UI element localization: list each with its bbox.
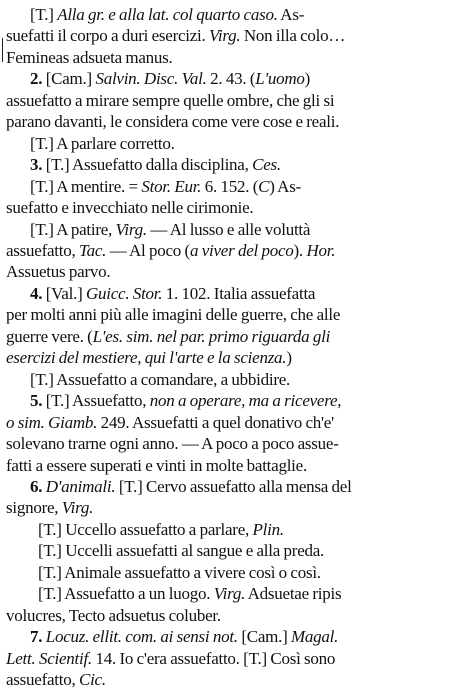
text-line [6, 68, 463, 89]
text-run: ) [286, 348, 292, 368]
text-run: assuefatto a mirare sempre quelle ombre, che gli si [6, 90, 335, 110]
text-line [6, 369, 463, 390]
text-line [6, 25, 463, 46]
italic-run: non a operare, ma a ricevere, [149, 391, 342, 411]
italic-run: Lett. Scientif. [6, 648, 92, 668]
text-run: ) [304, 69, 311, 89]
text-line [6, 90, 463, 111]
italic-run: Ces. [252, 155, 281, 175]
text-line [6, 669, 463, 690]
text-run: [Val.] [42, 283, 86, 303]
text-line [6, 219, 463, 240]
italic-run: C [258, 176, 270, 196]
text-run: volucres, Tecto adsuetus coluber. [6, 605, 221, 625]
text-run: [T.] Assuefatto a un luogo. [38, 584, 214, 604]
text-run: guerre vere. ( [6, 326, 93, 346]
text-run: 1. 102. Italia assuefatta [162, 283, 316, 303]
text-run: parano davanti, le considera come vere cose e reali. [6, 112, 340, 132]
section-number: 4. [30, 283, 43, 303]
text-run: [T.] Assuefatto, [42, 391, 150, 411]
italic-run: Virg. [61, 498, 94, 518]
text-line [6, 304, 463, 325]
text-line [6, 605, 463, 626]
section-number: 2. [30, 69, 43, 89]
text-line [6, 4, 463, 25]
italic-run: D'animali. [45, 476, 116, 496]
text-line [6, 562, 463, 583]
italic-run: Magal. [291, 627, 339, 647]
text-run: Femineas adsueta manus. [6, 47, 173, 67]
italic-run: Guicc. Stor. [85, 283, 163, 303]
italic-run: Alla gr. e alla lat. col quarto caso. [57, 5, 278, 24]
italic-run: Cic. [78, 670, 106, 690]
text-line [6, 497, 463, 518]
text-run: [T.] Animale assuefatto a vivere così o così. [38, 562, 321, 582]
text-run: Non illa colo… [240, 26, 346, 46]
section-number: 6. [30, 476, 43, 496]
text-run: 14. Io c'era assuefatto. [T.] Così sono [91, 648, 336, 668]
text-run: As- [277, 5, 305, 24]
text-line [6, 648, 463, 669]
text-line [6, 412, 463, 433]
text-run: [T.] Uccelli assuefatti al sangue e alla preda. [38, 541, 325, 561]
text-line [6, 519, 463, 540]
text-run: [T.] Cervo assuefatto alla mensa del [115, 476, 352, 496]
text-run: 2. 43. ( [206, 69, 256, 89]
italic-run: Plin. [252, 519, 284, 539]
text-line [6, 197, 463, 218]
text-line [6, 261, 463, 282]
italic-run: o sim. Giamb. [6, 412, 98, 432]
text-run: Assuetus parvo. [6, 262, 111, 282]
section-number: 3. [30, 155, 43, 175]
text-line [6, 326, 463, 347]
section-number: 7. [30, 627, 43, 647]
text-run: Adsuetae ripis [245, 584, 342, 604]
text-run: solevano trarne ogni anno. — A poco a poco assue- [6, 434, 339, 454]
text-run: per molti anni più alle imagini delle guerre, che alle [6, 305, 341, 325]
text-run: [T.] Assuefatto dalla disciplina, [42, 155, 253, 175]
section-number: 5. [30, 391, 43, 411]
text-line [6, 47, 463, 68]
text-run: suefatto e invecchiato nelle cirimonie. [6, 198, 254, 218]
text-run: [T.] [30, 5, 58, 24]
margin-rule [2, 38, 3, 62]
text-line [6, 176, 463, 197]
text-line [6, 111, 463, 132]
text-run: assuefatto, [6, 240, 79, 260]
italic-run: L'uomo [255, 69, 305, 89]
text-run: fatti a essere superati e vinti in molte battaglie. [6, 455, 307, 475]
text-line [6, 455, 463, 476]
text-line [6, 583, 463, 604]
text-run: [T.] A parlare corretto. [30, 133, 175, 153]
text-line [6, 240, 463, 261]
italic-run: esercizi del mestiere, qui l'arte e la scienza. [6, 348, 287, 368]
text-line [6, 390, 463, 411]
italic-run: L'es. sim. nel par. primo riguarda gli [92, 326, 331, 346]
italic-run: Hor. [306, 240, 336, 260]
text-line [6, 133, 463, 154]
text-run: assuefatto, [6, 670, 79, 690]
italic-run: Virg. [115, 219, 147, 239]
text-line [6, 626, 463, 647]
text-run: [Cam.] [237, 627, 292, 647]
italic-run: Salvin. Disc. Val. [95, 69, 207, 89]
italic-run: Virg. [213, 584, 246, 604]
text-run: — Al poco ( [106, 240, 190, 260]
italic-run: a viver del poco [189, 240, 294, 260]
text-run: — Al lusso e alle voluttà [146, 219, 311, 239]
text-run: signore, [6, 498, 62, 518]
text-line [6, 540, 463, 561]
text-run: ) As- [269, 176, 301, 196]
text-run: [T.] A mentire. = [30, 176, 142, 196]
text-line [6, 283, 463, 304]
text-run: 249. Assuefatti a quel donativo ch'e' [97, 412, 334, 432]
text-run: 6. 152. ( [201, 176, 259, 196]
text-line [6, 154, 463, 175]
text-run: [T.] Uccello assuefatto a parlare, [38, 519, 253, 539]
entry-text [6, 4, 463, 691]
italic-run: Locuz. ellit. com. ai sensi not. [45, 627, 238, 647]
italic-run: Stor. Eur. [141, 176, 202, 196]
text-line [6, 433, 463, 454]
text-run: [Cam.] [42, 69, 96, 89]
text-line [6, 347, 463, 368]
text-run: ). [293, 240, 307, 260]
text-run: suefatti il corpo a duri esercizi. [6, 26, 210, 46]
text-line [6, 476, 463, 497]
italic-run: Tac. [78, 240, 107, 260]
text-run: [T.] Assuefatto a comandare, a ubbidire. [30, 369, 291, 389]
italic-run: Virg. [209, 26, 241, 46]
text-run: [T.] A patire, [30, 219, 116, 239]
